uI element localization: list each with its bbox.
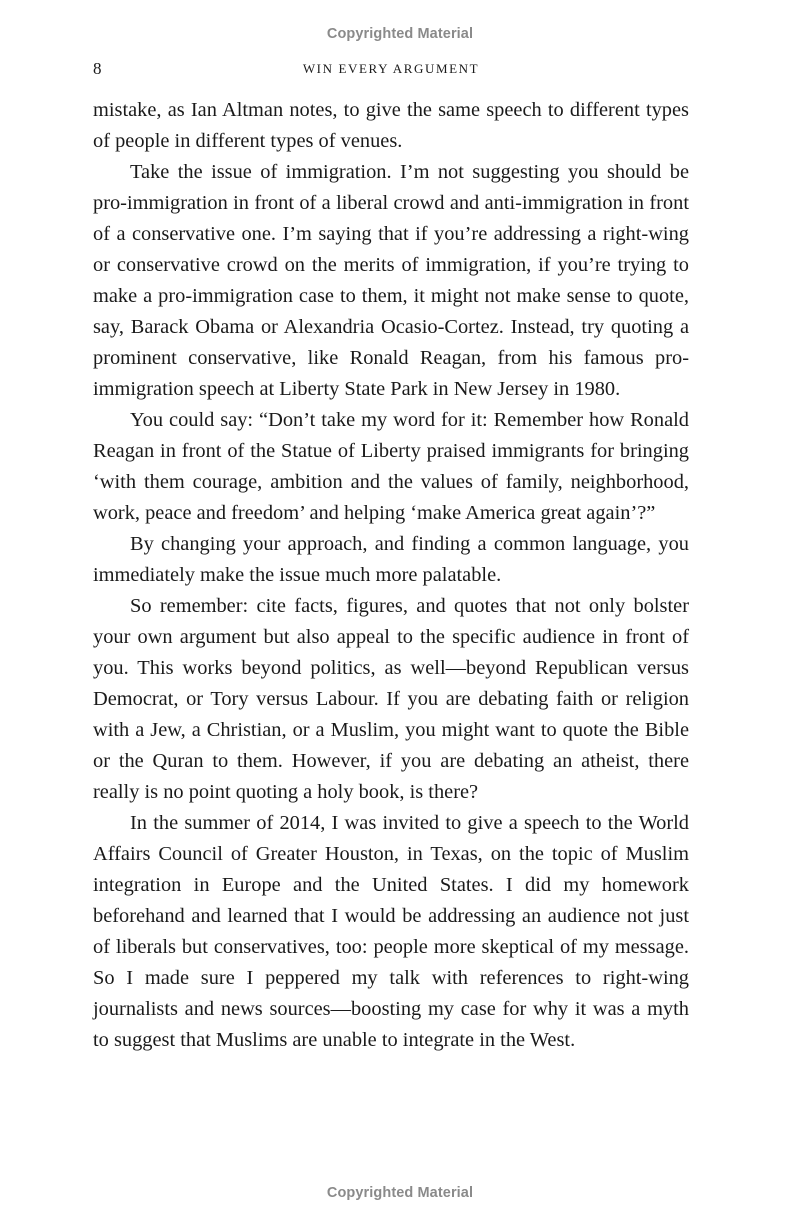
running-title: WIN EVERY ARGUMENT <box>302 61 480 76</box>
body-text <box>93 95 689 1056</box>
copyright-watermark-top: Copyrighted Material <box>326 26 474 42</box>
copyright-watermark-bottom: Copyrighted Material <box>326 1185 474 1201</box>
paragraph-4: By changing your approach, and finding a common language, you immediately make the issue much more palatable. <box>93 533 689 586</box>
page-number: 8 <box>93 59 102 78</box>
paragraph-3: You could say: “Don’t take my word for it: Remember how Ronald Reagan in front of the Statue of Liberty praised immigrants for bringing ‘with them courage, ambition and the values of family, neighborhood, work, peace and freedom’ and helping ‘make America great again’?” <box>93 409 689 524</box>
paragraph-2: Take the issue of immigration. I’m not suggesting you should be pro-immigration in front of a liberal crowd and anti-immigration in front of a conservative one. I’m saying that if you’re addressing a right-wing or conservative crowd on the merits of immigration, if you’re trying to make a pro-immigration case to them, it might not make sense to quote, say, Barack Obama or Alexandria Ocasio-Cortez. Instead, try quoting a prominent conservative, like Ronald Reagan, from his famous pro-immigration speech at Liberty State Park in New Jersey in 1980. <box>93 161 689 400</box>
running-head <box>93 59 689 81</box>
paragraph-5: So remember: cite facts, figures, and quotes that not only bolster your own argument but also appeal to the specific audience in front of you. This works beyond politics, as well—beyond Republican versus Democrat, or Tory versus Labour. If you are debating faith or religion with a Jew, a Christian, or a Muslim, you might want to quote the Bible or the Quran to them. However, if you are debating an atheist, there really is no point quoting a holy book, is there? <box>93 595 689 803</box>
paragraph-6: In the summer of 2014, I was invited to give a speech to the World Affairs Council of Greater Houston, in Texas, on the topic of Muslim integration in Europe and the United States. I did my homework beforehand and learned that I would be addressing an audience not just of liberals but conservatives, too: people more skeptical of my message. So I made sure I peppered my talk with references to right-wing journalists and news sources—boosting my case for why it was a myth to suggest that Muslims are unable to integrate in the West. <box>93 812 689 1051</box>
paragraph-1: mistake, as Ian Altman notes, to give the same speech to different types of people in different types of venues. <box>93 99 689 152</box>
